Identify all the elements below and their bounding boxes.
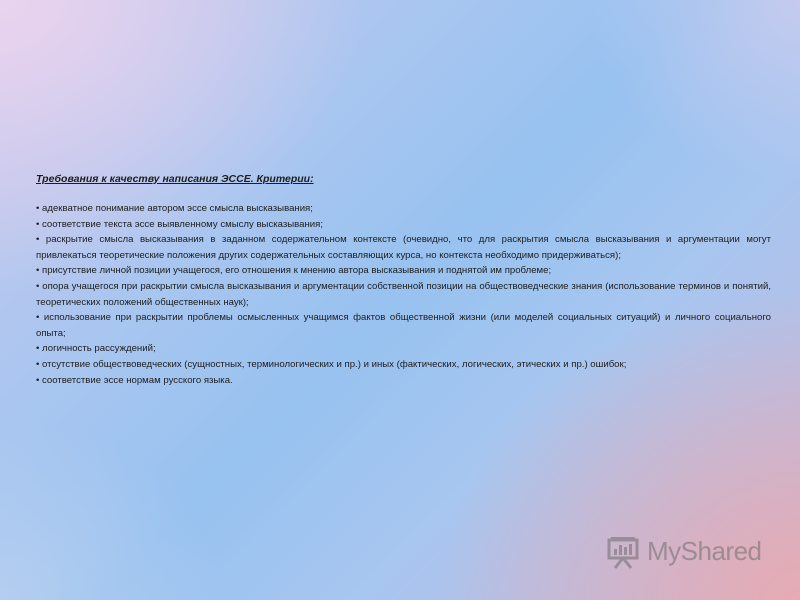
- criteria-item: • опора учащегося при раскрытии смысла высказывания и аргументации собственной позиции на обществоведческие знания (использование терминов и понятий, теоретических положений общественных наук);: [36, 280, 771, 308]
- criteria-list: [36, 201, 771, 388]
- criteria-item: • отсутствие обществоведческих (сущностных, терминологических и пр.) и иных (фактических, логических, этических и пр.) ошибок;: [36, 358, 627, 370]
- presentation-board-icon: [605, 534, 641, 570]
- myshared-watermark: [605, 532, 765, 572]
- watermark-text: MyShared: [647, 536, 762, 566]
- slide-content: [36, 172, 771, 388]
- criteria-item: • логичность рассуждений;: [36, 343, 156, 355]
- criteria-item: • использование при раскрытии проблемы осмысленных учащимся фактов общественной жизни (или моделей социальных ситуаций) и личного социального опыта;: [36, 312, 771, 339]
- criteria-item: • соответствие эссе нормам русского языка.: [36, 374, 233, 386]
- slide-heading: Требования к качеству написания ЭССЕ. Критерии:: [36, 173, 314, 185]
- criteria-item: • соответствие текста эссе выявленному смыслу высказывания;: [36, 218, 324, 230]
- criteria-item: • адекватное понимание автором эссе смысла высказывания;: [36, 203, 313, 214]
- criteria-item: • присутствие личной позиции учащегося, его отношения к мнению автора высказывания и поднятой им проблеме;: [36, 265, 552, 277]
- criteria-item: • раскрытие смысла высказывания в заданном содержательном контексте (очевидно, что для раскрытия смысла высказывания и аргументации могут привлекаться теоретические положения других содержательных составляющих курса, но контекста необходимо придерживаться);: [36, 234, 771, 261]
